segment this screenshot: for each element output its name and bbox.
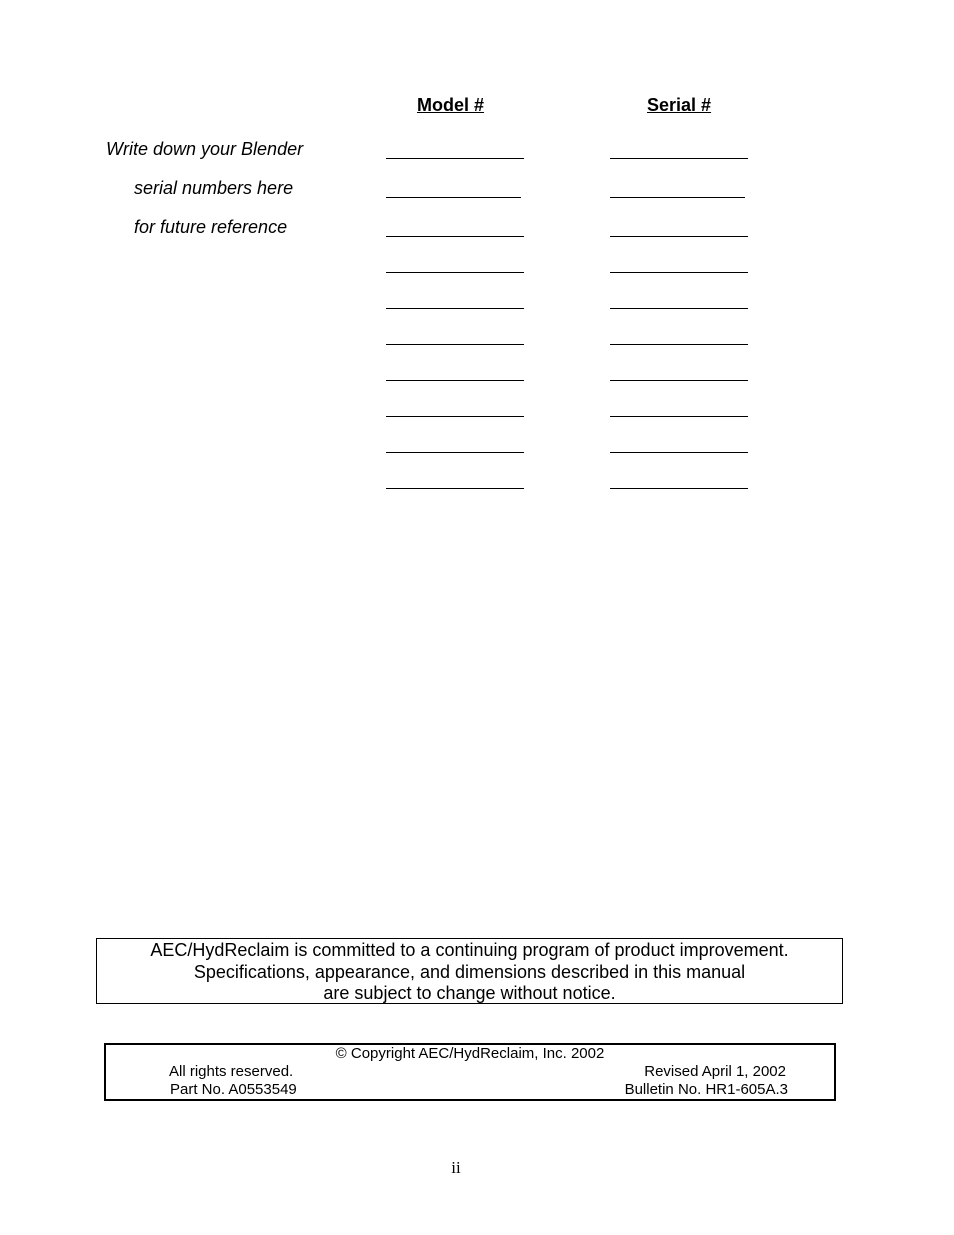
bulletin-number: Bulletin No. HR1-605A.3 [624,1081,788,1098]
rights-text: All rights reserved. [169,1063,294,1080]
revised-date: Revised April 1, 2002 [644,1063,786,1080]
serial-number-blank [610,308,748,309]
model-number-header: Model # [417,95,485,115]
model-number-blank [386,197,521,198]
model-number-blank [386,344,524,345]
model-number-blank [386,488,524,489]
model-number-blank [386,158,524,159]
model-number-blank [386,416,524,417]
model-number-blank [386,380,524,381]
serial-number-blank [610,380,748,381]
instruction-line-3: for future reference [134,217,288,237]
serial-number-header: Serial # [647,95,712,115]
instruction-line-1: Write down your Blender [106,139,304,159]
serial-number-blank [610,488,748,489]
serial-number-blank [610,197,745,198]
model-number-blank [386,272,524,273]
model-number-blank [386,236,524,237]
serial-number-blank [610,344,748,345]
copyright-text: © Copyright AEC/HydReclaim, Inc. 2002 [335,1045,605,1062]
serial-number-blank [610,452,748,453]
serial-number-blank [610,236,748,237]
product-improvement-notice [96,938,843,1004]
instruction-line-2: serial numbers here [134,178,294,198]
serial-number-blank [610,158,748,159]
model-number-blank [386,452,524,453]
notice-line-3: are subject to change without notice. [323,983,616,1003]
model-number-blank [386,308,524,309]
notice-line-2: Specifications, appearance, and dimensions described in this manual [193,961,746,982]
serial-number-blank [610,416,748,417]
part-number: Part No. A0553549 [170,1081,297,1098]
page-number: ii [451,1158,461,1177]
notice-line-1: AEC/HydReclaim is committed to a continuing program of product improvement. [150,940,789,960]
copyright-box [104,1043,836,1101]
serial-number-blank [610,272,748,273]
